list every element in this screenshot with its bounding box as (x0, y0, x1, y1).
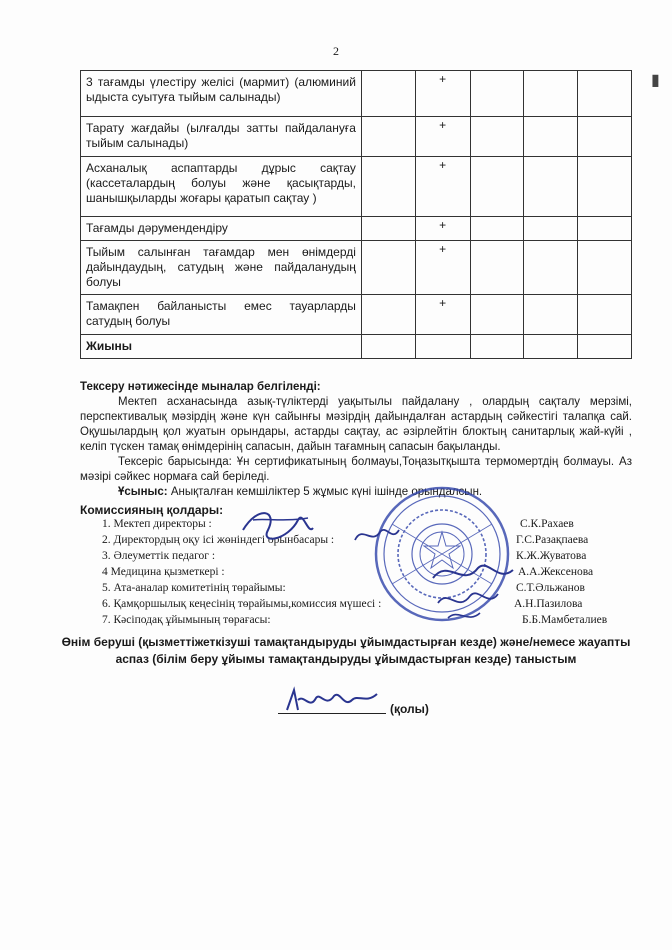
empty-cell (470, 295, 524, 335)
check-mark-cell: + (415, 241, 470, 295)
criterion-cell: Тағамды дәрумендендіру (81, 217, 362, 241)
recommendation-label: Ұсыныс: (118, 486, 168, 498)
table-row (81, 71, 632, 117)
empty-cell (578, 217, 632, 241)
member-role: 4 Медицина қызметкері : (102, 566, 225, 578)
recommendation (80, 485, 632, 500)
findings-issues: Тексеріс барысында: Ұн сертификатының болмауы,Тоңазытқышта термомертдің болмауы. Аз мәзірі сәйкес нормаға сай беріледі. (80, 456, 632, 483)
member-name: А.Н.Пазилова (514, 598, 583, 610)
commission-member (102, 598, 632, 614)
member-name: Г.С.Разақпаева (516, 534, 589, 546)
inspection-table (80, 70, 632, 359)
empty-cell (470, 241, 524, 295)
member-name: К.Ж.Жуватова (516, 550, 587, 562)
signature-line (278, 712, 386, 714)
total-row (81, 335, 632, 359)
member-role: 5. Ата-аналар комитетінің төрайымы: (102, 582, 286, 594)
member-role: 6. Қамқоршылық кеңесінің төрайымы,комиссия мүшесі : (102, 598, 382, 610)
member-name: С.Т.Әльжанов (516, 582, 585, 594)
empty-cell (361, 295, 415, 335)
table-row (81, 295, 632, 335)
director-signature (238, 500, 318, 550)
empty-cell (524, 117, 578, 157)
criterion-cell: Асханалық аспаптарды дұрыс сақтау (кассеталардың болуы және қасықтарды, шанышқыларды жоғары қаратып сақтау ) (81, 157, 362, 217)
check-mark-cell: + (415, 217, 470, 241)
empty-cell (470, 117, 524, 157)
commission-member (102, 614, 632, 630)
criterion-cell: Тамақпен байланысты емес тауарларды сатудың болуы (81, 295, 362, 335)
empty-cell (415, 335, 470, 359)
empty-cell (524, 157, 578, 217)
table-row (81, 217, 632, 241)
page-number: 2 (333, 44, 339, 58)
check-mark-cell: + (415, 71, 470, 117)
member-name: А.А.Жексенова (518, 566, 594, 578)
table-row (81, 241, 632, 295)
member-role: 1. Мектеп директоры : (102, 518, 212, 530)
empty-cell (361, 117, 415, 157)
empty-cell (470, 335, 524, 359)
criterion-cell: Тарату жағдайы (ылғалды затты пайдалануға тыйым салынады) (81, 117, 362, 157)
empty-cell (361, 157, 415, 217)
empty-cell (578, 335, 632, 359)
member-role: 3. Әлеуметтік педагог : (102, 550, 216, 562)
empty-cell (578, 71, 632, 117)
signature-caption: (қолы) (390, 702, 429, 716)
commission-member (102, 566, 632, 582)
criterion-cell: Тыйым салынған тағамдар мен өнімдерді дайындаудың, сатудың және пайдаланудың болуы (81, 241, 362, 295)
total-label: Жиыны (81, 335, 362, 359)
member-role: 7. Кәсіподақ ұйымының төрағасы: (102, 614, 271, 626)
check-mark-cell: + (415, 157, 470, 217)
acknowledgement-text: Өнім беруші (қызметтіжеткізуші тамақтандыруды ұйымдастырған кезде) және/немесе жауапты аспаз (білім беру ұйымы тамақтандыруды ұйымдастырған кезде) таныстым (61, 635, 631, 666)
empty-cell (470, 217, 524, 241)
empty-cell (578, 241, 632, 295)
empty-cell (578, 295, 632, 335)
check-mark-cell: + (415, 117, 470, 157)
empty-cell (470, 157, 524, 217)
findings-heading: Тексеру нәтижесінде мыналар белгіленді: (80, 381, 321, 393)
empty-cell (578, 157, 632, 217)
empty-cell (524, 241, 578, 295)
empty-cell (524, 295, 578, 335)
findings-section (80, 380, 632, 500)
margin-mark: ▮ (651, 72, 660, 89)
deputy-signature (352, 520, 402, 548)
members-signatures (428, 558, 518, 628)
member-name: С.К.Рахаев (520, 518, 574, 530)
empty-cell (361, 71, 415, 117)
empty-cell (470, 71, 524, 117)
check-mark-cell: + (415, 295, 470, 335)
empty-cell (361, 335, 415, 359)
empty-cell (524, 335, 578, 359)
empty-cell (524, 71, 578, 117)
member-role: 2. Директордың оқу ісі жөніндегі орынбасары : (102, 534, 335, 546)
commission-member (102, 582, 632, 598)
recommendation-text: Анықталған кемшіліктер 5 жұмыс күні ішінде орындалсын. (170, 486, 483, 498)
empty-cell (361, 241, 415, 295)
table-row (81, 157, 632, 217)
table-row (81, 117, 632, 157)
member-name: Б.Б.Мамбеталиев (522, 614, 608, 626)
findings-paragraph: Мектеп асханасында азық-түліктерді уақытылы пайдалану , олардың сақталу мерзімі, перспективалық мәзірдің және күн сайынғы мәзірдің дайындалған астардың сәйкестігі талапқа сай. Оқушылардың қол жуатын орындары, астарды сақтау, ас әзірлейтін блоктың санитарлық жай-күйі , келіп түскен тамақ өнімдерінің сапасын, дайын тағамның сапасын бақыланды. (80, 396, 632, 453)
empty-cell (361, 217, 415, 241)
commission-title: Комиссияның қолдары: (80, 503, 224, 517)
commission-member (102, 550, 632, 566)
empty-cell (578, 117, 632, 157)
criterion-cell: 3 тағамды үлестіру желісі (мармит) (алюминий ыдыста суытуға тыйым салынады) (81, 71, 362, 117)
empty-cell (524, 217, 578, 241)
